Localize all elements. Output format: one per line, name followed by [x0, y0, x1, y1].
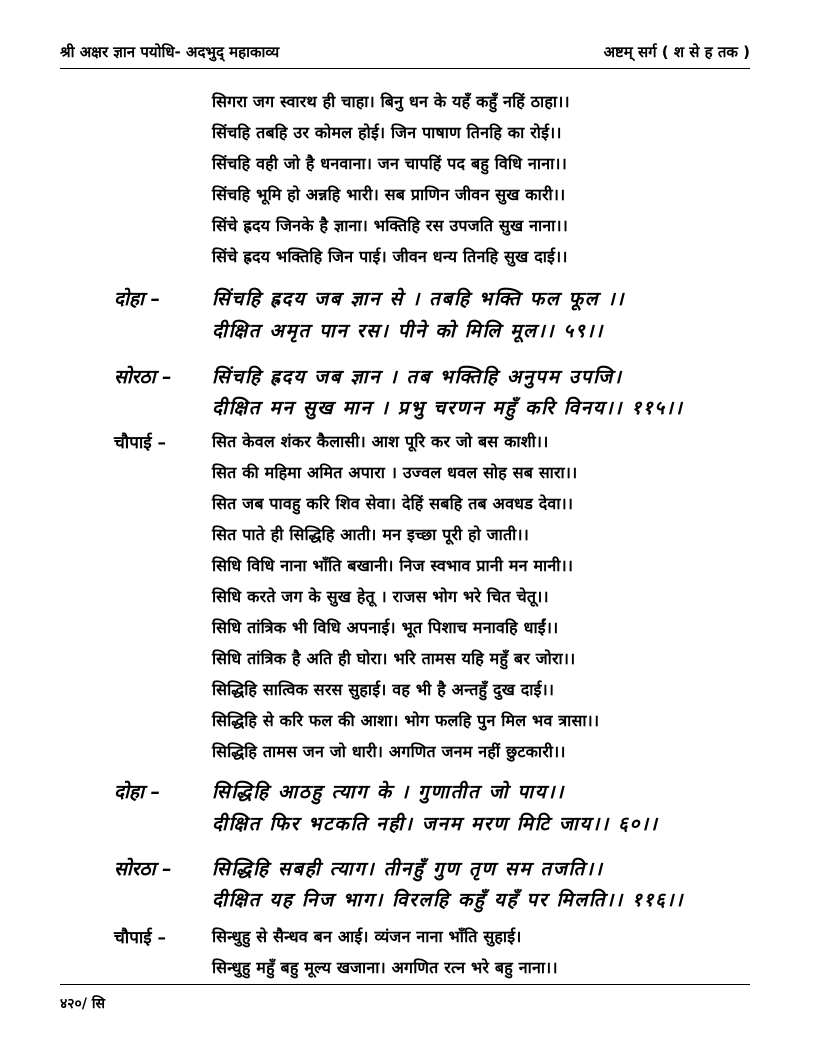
verse-line: सिद्धिहि सबही त्याग। तीनहुँ गुण तृण सम तजति।। [212, 858, 604, 880]
verse-line: सिद्धिहि सात्विक सरस सुहाई। वह भी है अन्तहुँ दुख दाई।। [212, 680, 555, 699]
verse-line: सित जब पावहु करि शिव सेवा। देहिं सबहि तब अवधड देवा।। [212, 494, 574, 513]
verse-line: सिन्धुहु महुँ बहु मूल्य खजाना। अगणित रत्न भरे बहु नाना।। [212, 958, 558, 977]
verse-line: सित की महिमा अमित अपारा । उज्वल धवल सोह सब सारा।। [212, 463, 578, 482]
verse-line: सिधि विधि नाना भाँति बखानी। निज स्वभाव प्रानी मन मानी।। [212, 556, 574, 575]
chapter-title: अष्टम् सर्ग ( श से ह तक ) [603, 43, 750, 61]
verse-line: सिधि तांत्रिक है अति ही घोरा। भरि तामस यहि महुँ बर जोरा।। [212, 649, 576, 668]
verse-line: सित केवल शंकर कैलासी। आश पूरि कर जो बस काशी।। [212, 432, 549, 451]
page-number: ४२०/ सि [60, 996, 105, 1012]
verse-line: सिगरा जग स्वारथ ही चाहा। बिनु धन के यहँ कहुँ नहिं ठाहा।। [212, 92, 570, 111]
verse-line: सिद्धिहि आठहु त्याग के । गुणातीत जो पाय।। [212, 781, 565, 803]
verse-line: सिंचहि ह्रदय जब ज्ञान । तब भक्तिहि अनुपम उपजि। [212, 366, 623, 388]
verse-type-label: सोरठा – [114, 858, 172, 880]
verse-line: सिधि तांत्रिक भी विधि अपनाई। भूत पिशाच मनावहि धाईं।। [212, 618, 559, 637]
verse-type-label: सोरठा – [114, 366, 172, 388]
verse-line: सिंचे ह्रदय भक्तिहि जिन पाई। जीवन धन्य तिनहि सुख दाई।। [212, 247, 568, 266]
verse-type-label: दोहा – [114, 781, 161, 803]
verse-line: सिंचहि तबहि उर कोमल होई। जिन पाषाण तिनहि का रोई।। [212, 123, 562, 142]
header-divider [60, 68, 750, 69]
footer-divider [60, 984, 750, 985]
page-header [60, 40, 750, 66]
verse-line: सिंचहि ह्रदय जब ज्ञान से । तबहि भक्ति फल फूल ।। [212, 288, 626, 310]
verse-type-label: चौपाई – [114, 433, 167, 453]
verse-line: सिंचहि वही जो है धनवाना। जन चापहिं पद बहु विधि नाना।। [212, 154, 567, 173]
verse-line: दीक्षित यह निज भाग। विरलहि कहुँ यहँ पर मिलति।। ११६।। [212, 889, 685, 911]
book-title: श्री अक्षर ज्ञान पयोधि- अदभुद् महाकाव्य [60, 43, 280, 61]
verse-line: दीक्षित अमृत पान रस। पीने को मिलि मूल।। ५९।। [212, 320, 604, 342]
verse-line: सिंचहि भूमि हो अन्नहि भारी। सब प्राणिन जीवन सुख कारी।। [212, 185, 566, 204]
verse-line: सिद्धिहि तामस जन जो धारी। अगणित जनम नहीं छुटकारी।। [212, 742, 566, 761]
verse-line: दीक्षित मन सुख मान । प्रभु चरणन महुँ करि विनय।। ११५।। [212, 397, 684, 419]
verse-line: सित पाते ही सिद्धिहि आती। मन इच्छा पूरी हो जाती।। [212, 525, 529, 544]
verse-line: दीक्षित फिर भटकति नही। जनम मरण मिटि जाय।। ६०।। [212, 813, 659, 835]
verse-line: सिंचे ह्रदय जिनके है ज्ञाना। भक्तिहि रस उपजति सुख नाना।। [212, 216, 569, 235]
verse-line: सिद्धिहि से करि फल की आशा। भोग फलहि पुन मिल भव त्रासा।। [212, 711, 600, 730]
verse-line: सिन्धुहु से सैन्धव बन आई। व्यंजन नाना भाँति सुहाई। [212, 927, 522, 946]
verse-type-label: दोहा – [114, 288, 161, 310]
verse-line: सिधि करते जग के सुख हेतू । राजस भोग भरे चित चेतू।। [212, 587, 549, 606]
verse-type-label: चौपाई – [114, 928, 167, 948]
